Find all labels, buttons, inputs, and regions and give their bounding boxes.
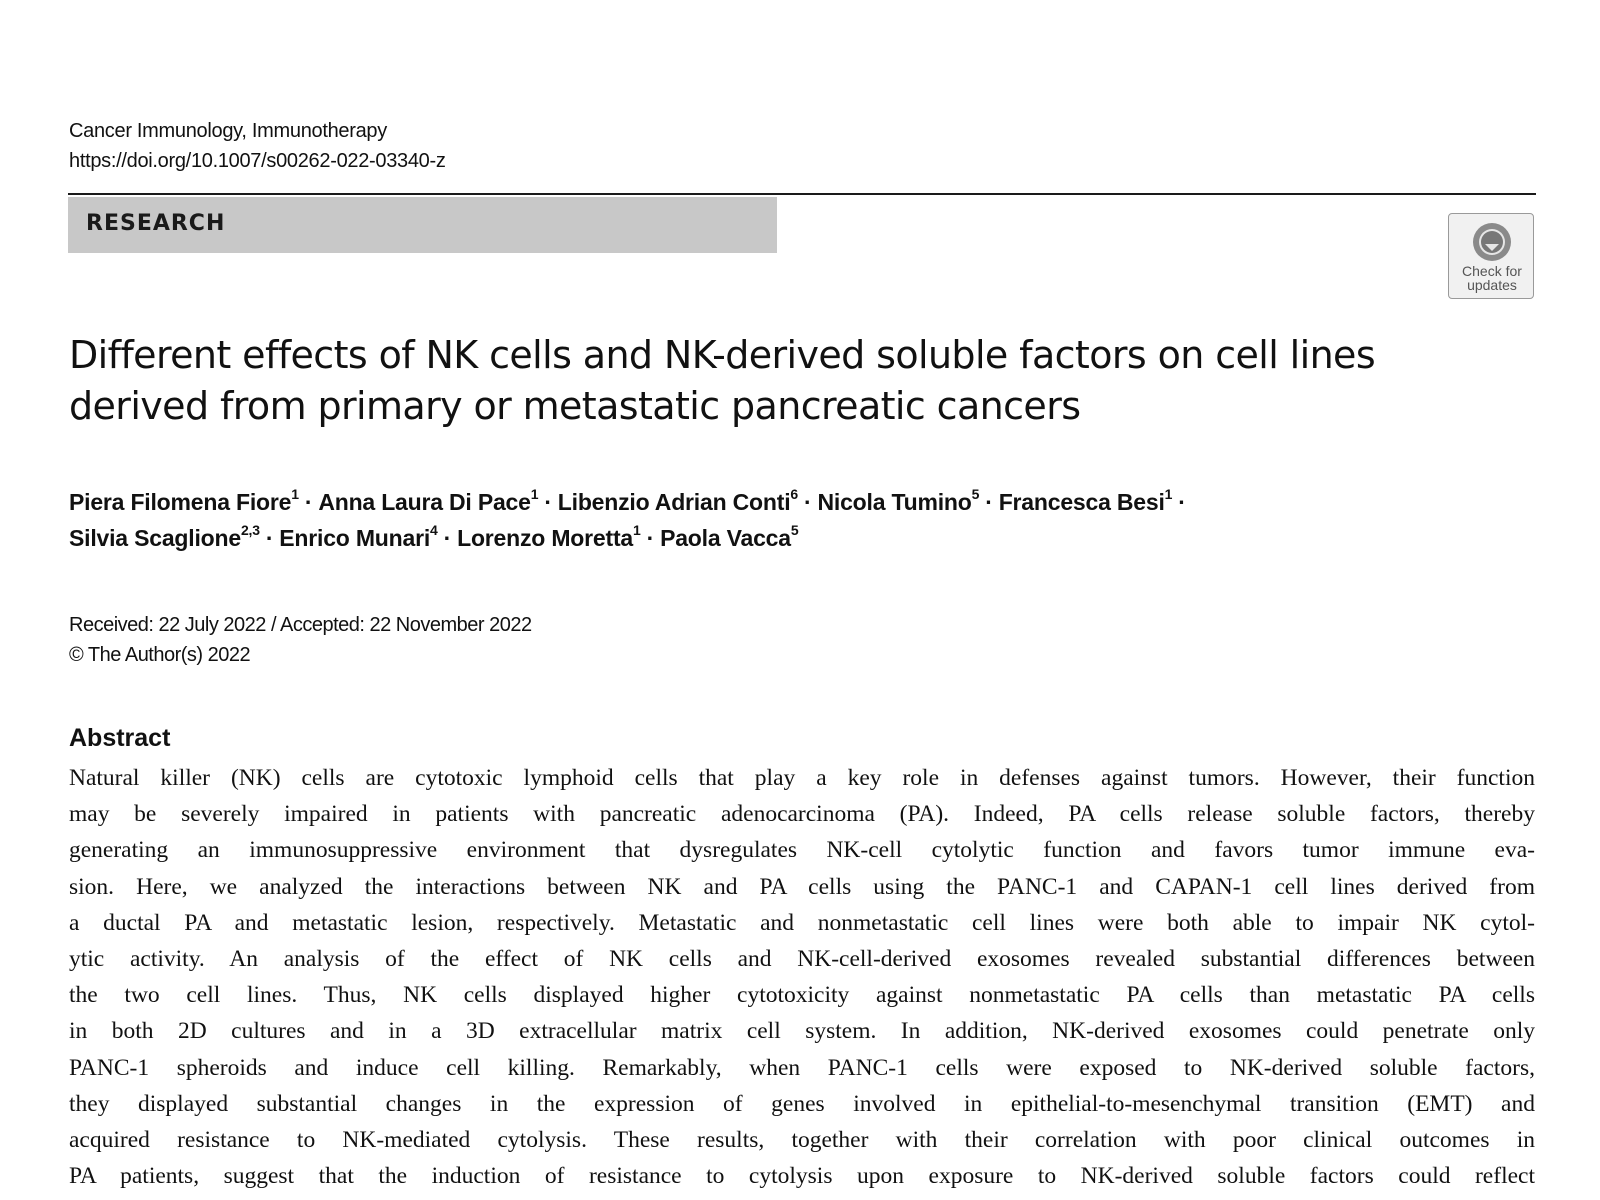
received-accepted-dates: Received: 22 July 2022 / Accepted: 22 November 2022 [69, 614, 532, 636]
abstract-line: generating an immunosuppressive environment that dysregulates NK-cell cytolytic function and favors tumor immune eva- [69, 837, 1535, 864]
check-for-updates-label: Check for updates [1462, 263, 1522, 293]
abstract-line: PANC-1 spheroids and induce cell killing. Remarkably, when PANC-1 cells were exposed to NK-derived soluble factors, [69, 1054, 1535, 1081]
check-for-updates-icon [1470, 220, 1514, 264]
section-label-bar [68, 197, 777, 253]
author-list [69, 484, 1539, 556]
author[interactable]: Francesca Besi$^1$ [998, 486, 1173, 515]
article-title [69, 330, 1539, 432]
author-separator: · [265, 525, 274, 551]
author-separator: · [544, 489, 552, 515]
abstract-heading: Abstract [69, 724, 171, 752]
title-line-2: derived from primary or metastatic pancreatic cancers [69, 384, 1081, 428]
author-line-2 [69, 520, 1539, 556]
author[interactable]: Nicola Tumino$^5$ [817, 486, 980, 515]
author-line-1 [69, 484, 1539, 520]
author[interactable]: Piera Filomena Fiore$^1$ [69, 486, 299, 515]
abstract-line: in both 2D cultures and in a 3D extracellular matrix cell system. In addition, NK-derived exosomes could penetrate only [69, 1018, 1535, 1045]
author[interactable]: Enrico Munari$^4$ [279, 522, 438, 551]
doi-link[interactable]: https://doi.org/10.1007/s00262-022-03340-z [69, 150, 446, 172]
journal-name: Cancer Immunology, Immunotherapy [69, 120, 387, 142]
abstract-line: sion. Here, we analyzed the interactions between NK and PA cells using the PANC-1 and CAPAN-1 cell lines derived from [69, 873, 1535, 900]
author-separator: · [1178, 489, 1186, 515]
header-rule [68, 193, 1536, 195]
copyright-notice: © The Author(s) 2022 [69, 644, 251, 666]
abstract-line: ytic activity. An analysis of the effect of NK cells and NK-cell-derived exosomes revealed substantial differences between [69, 945, 1535, 972]
author-separator: · [304, 489, 313, 515]
author-separator: · [985, 489, 993, 515]
abstract-line: PA patients, suggest that the induction of resistance to cytolysis upon exposure to NK-derived soluble factors could reflect [69, 1163, 1535, 1190]
abstract-line: Natural killer (NK) cells are cytotoxic lymphoid cells that play a key role in defenses against tumors. However, their function [69, 765, 1535, 791]
author[interactable]: Silvia Scaglione$^{2,3}$ [69, 522, 260, 551]
abstract-line: a ductal PA and metastatic lesion, respectively. Metastatic and nonmetastatic cell lines were both able to impair NK cytol- [69, 909, 1535, 936]
journal-info [69, 116, 446, 176]
author-separator: · [646, 525, 655, 551]
abstract-line: the two cell lines. Thus, NK cells displayed higher cytotoxicity against nonmetastatic PA cells than metastatic PA cells [69, 982, 1535, 1009]
article-dates [69, 610, 532, 670]
abstract-line: acquired resistance to NK-mediated cytolysis. These results, together with their correlation with poor clinical outcomes in [69, 1126, 1535, 1153]
abstract-line: they displayed substantial changes in the expression of genes involved in epithelial-to-mesenchymal transition (EMT) and [69, 1090, 1535, 1117]
author[interactable]: Lorenzo Moretta$^1$ [457, 522, 641, 551]
check-for-updates-button[interactable] [1448, 213, 1534, 299]
author[interactable]: Anna Laura Di Pace$^1$ [318, 486, 539, 515]
author[interactable]: Paola Vacca$^5$ [660, 522, 799, 551]
author[interactable]: Libenzio Adrian Conti$^6$ [557, 486, 798, 515]
abstract-body [69, 760, 1535, 1194]
author-separator: · [804, 489, 812, 515]
section-label: RESEARCH [86, 211, 226, 236]
abstract-line: may be severely impaired in patients with pancreatic adenocarcinoma (PA). Indeed, PA cells release soluble factors, thereby [69, 801, 1535, 828]
author-separator: · [443, 525, 452, 551]
title-line-1: Different effects of NK cells and NK-derived soluble factors on cell lines [69, 333, 1376, 377]
